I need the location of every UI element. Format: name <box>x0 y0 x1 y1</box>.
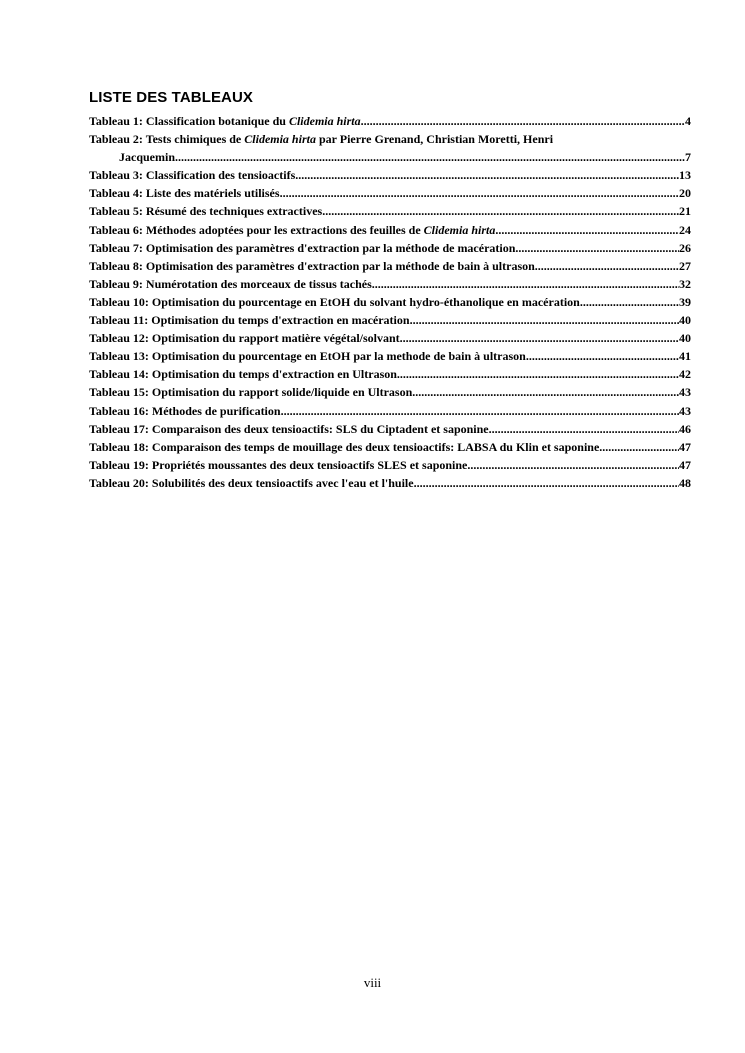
entry-text: Tableau 8: Optimisation des paramètres d'extraction par la méthode de bain à ultrason <box>89 258 535 273</box>
toc-entry-9[interactable] <box>89 275 691 293</box>
page-number: 43 <box>679 385 691 400</box>
page-number: 7 <box>685 150 691 165</box>
page-number: 27 <box>679 258 691 273</box>
dot-leader <box>175 148 685 166</box>
page-number: 26 <box>679 240 691 255</box>
page-number: 32 <box>679 276 691 291</box>
page-number: 24 <box>679 222 691 237</box>
entry-text: Tableau 3: Classification des tensioactifs <box>89 168 296 183</box>
entry-text: Tableau 1: Classification botanique du <box>89 114 289 128</box>
page-number: 48 <box>679 475 691 490</box>
entry-text: Tableau 11: Optimisation du temps d'extraction en macération <box>89 313 410 328</box>
toc-entry-3[interactable] <box>89 166 691 184</box>
dot-leader <box>281 402 679 420</box>
page-title: LISTE DES TABLEAUX <box>89 89 254 106</box>
entry-text: Tableau 17: Comparaison des deux tensioactifs: SLS du Ciptadent et saponine <box>89 421 489 436</box>
toc-entry-10[interactable] <box>89 293 691 311</box>
page-number: 13 <box>679 168 691 183</box>
entry-species-name: Clidemia hirta <box>288 114 361 128</box>
toc-entry-20[interactable] <box>89 474 691 492</box>
toc-entry-13[interactable] <box>89 347 691 365</box>
dot-leader <box>526 347 679 365</box>
toc-entry-15[interactable] <box>89 383 691 401</box>
dot-leader <box>322 202 679 220</box>
page-number: 39 <box>679 294 691 309</box>
page-number: 21 <box>679 204 691 219</box>
entry-text: Tableau 5: Résumé des techniques extractives <box>89 204 323 219</box>
page-number: 41 <box>679 349 691 364</box>
toc-entry-16[interactable] <box>89 402 691 420</box>
entry-text: Tableau 14: Optimisation du temps d'extraction en Ultrason <box>89 367 397 382</box>
page-number: 20 <box>679 186 691 201</box>
dot-leader <box>400 329 679 347</box>
entry-text-continued: Jacquemin <box>119 150 176 165</box>
dot-leader <box>580 293 679 311</box>
entry-line-1 <box>89 130 691 148</box>
toc-entry-1[interactable] <box>89 112 691 130</box>
entry-text: Tableau 9: Numérotation des morceaux de tissus tachés <box>89 276 372 291</box>
dot-leader <box>361 112 685 130</box>
entry-text: Tableau 12: Optimisation du rapport matière végétal/solvant <box>89 331 400 346</box>
entry-text: Tableau 4: Liste des matériels utilisés <box>89 186 280 201</box>
entry-line-2 <box>89 148 691 166</box>
toc-entry-17[interactable] <box>89 420 691 438</box>
dot-leader <box>535 257 679 275</box>
entry-text: Tableau 6: Méthodes adoptées pour les extractions des feuilles de <box>89 222 424 237</box>
dot-leader <box>515 239 679 257</box>
entry-text: Tableau 7: Optimisation des paramètres d'extraction par la méthode de macération <box>89 240 516 255</box>
page-number: 40 <box>679 331 691 346</box>
entry-text: Tableau 10: Optimisation du pourcentage en EtOH du solvant hydro-éthanolique en macération <box>89 294 580 309</box>
dot-leader <box>414 474 679 492</box>
page-number: 42 <box>679 367 691 382</box>
page-number: 46 <box>679 421 691 436</box>
page-number: 43 <box>679 403 691 418</box>
dot-leader <box>489 420 679 438</box>
entry-text: Tableau 16: Méthodes de purification <box>89 403 281 418</box>
toc-entry-14[interactable] <box>89 365 691 383</box>
dot-leader <box>599 438 679 456</box>
dot-leader <box>295 166 679 184</box>
dot-leader <box>280 184 679 202</box>
dot-leader <box>397 365 679 383</box>
entry-text: Tableau 13: Optimisation du pourcentage en EtOH par la methode de bain à ultrason <box>89 349 526 364</box>
entry-text: Tableau 20: Solubilités des deux tensioactifs avec l'eau et l'huile <box>89 475 414 490</box>
entry-species-name: Clidemia hirta <box>244 132 316 147</box>
page-number: 40 <box>679 313 691 328</box>
toc-entry-4[interactable] <box>89 184 691 202</box>
toc-entry-19[interactable] <box>89 456 691 474</box>
toc-entry-5[interactable] <box>89 202 691 220</box>
toc-entry-7[interactable] <box>89 239 691 257</box>
toc-entry-8[interactable] <box>89 257 691 275</box>
dot-leader <box>372 275 679 293</box>
page-number: 4 <box>685 114 691 128</box>
toc-entry-12[interactable] <box>89 329 691 347</box>
entry-species-name: Clidemia hirta <box>423 222 496 237</box>
entry-text: Tableau 19: Propriétés moussantes des deux tensioactifs SLES et saponine <box>89 457 468 472</box>
toc-entry-6[interactable] <box>89 221 691 239</box>
entry-text: Tableau 15: Optimisation du rapport solide/liquide en Ultrason <box>89 385 413 400</box>
toc-entry-18[interactable] <box>89 438 691 456</box>
entry-text: Tableau 18: Comparaison des temps de mouillage des deux tensioactifs: LABSA du Klin et saponine <box>89 439 600 454</box>
dot-leader <box>412 383 679 401</box>
dot-leader <box>467 456 679 474</box>
toc-entry-11[interactable] <box>89 311 691 329</box>
page-footer-number: viii <box>363 975 382 990</box>
dot-leader <box>410 311 679 329</box>
table-list <box>89 112 691 492</box>
dot-leader <box>495 221 679 239</box>
toc-entry-2[interactable] <box>89 130 691 166</box>
entry-text-tail: par Pierre Grenand, Christian Moretti, Henri <box>315 132 554 147</box>
page-number: 47 <box>679 439 691 454</box>
entry-text: Tableau 2: Tests chimiques de <box>89 132 245 147</box>
page-number: 47 <box>679 457 691 472</box>
